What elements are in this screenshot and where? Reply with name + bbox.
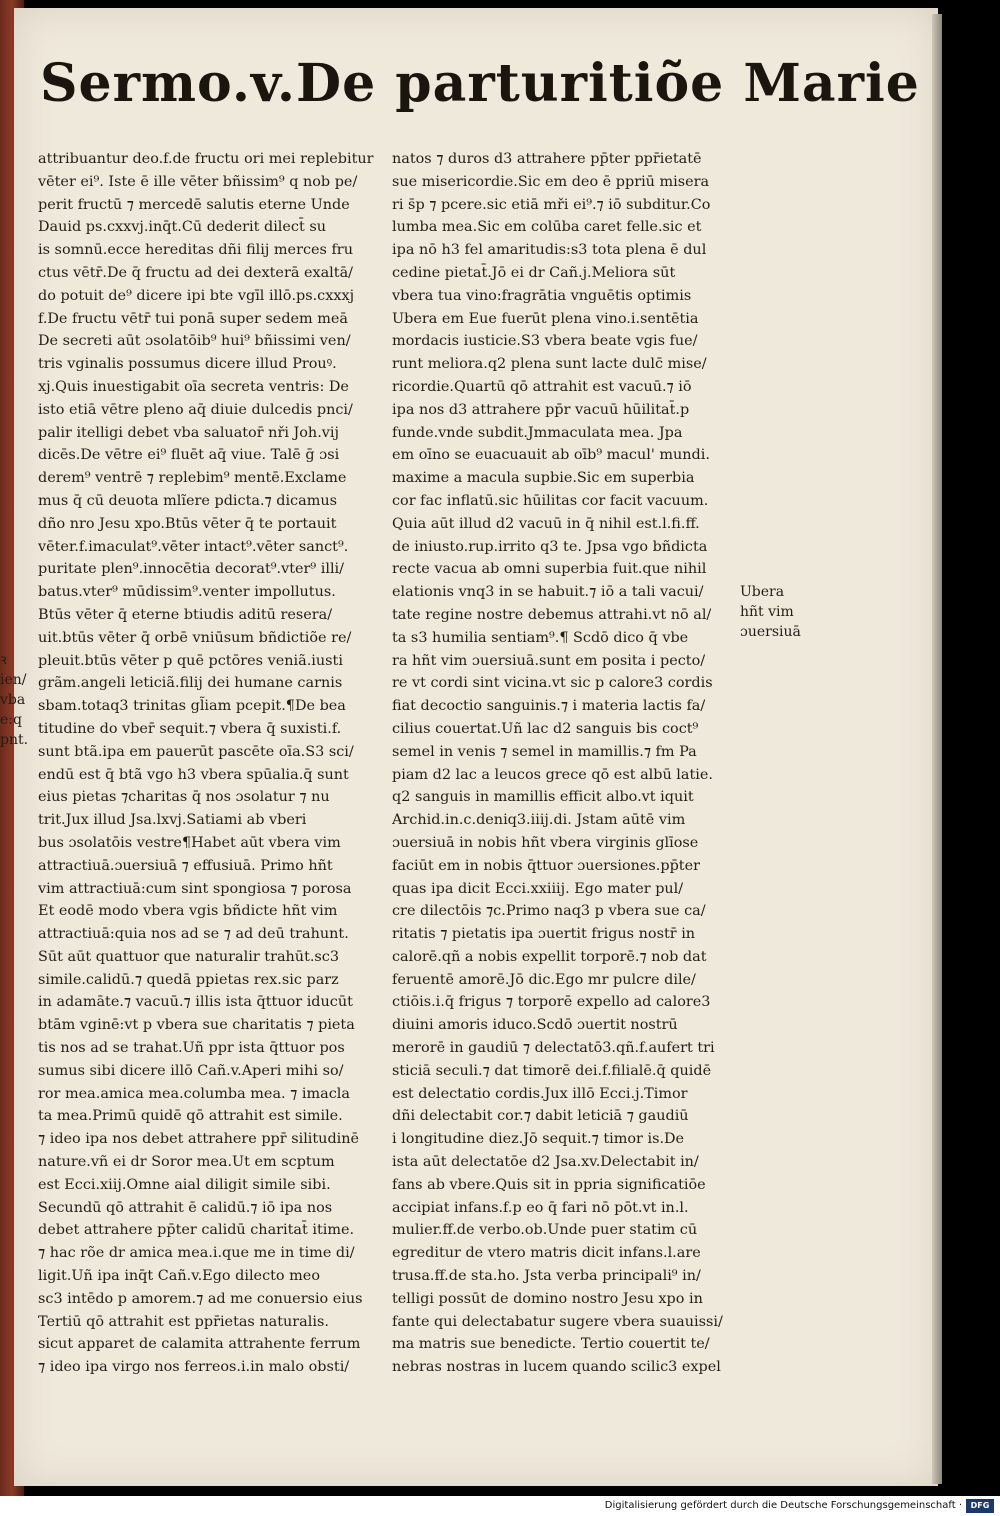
text-line: em oīno se euacuauit ab oīb⁹ macul' mundi. [392,447,710,464]
text-line: attractiuā.ɔuersiuā ⁊ effusiuā. Primo hñt [38,857,333,874]
text-line: sue misericordie.Sic em deo ē ppriū misera [392,173,710,190]
text-line: lumba mea.Sic em colūba caret felle.sic et [392,219,702,236]
text-line: nature.vñ ei dr Soror mea.Ut em scptum [38,1154,335,1171]
margin-note-line: ɔuersiuā [740,624,801,640]
text-line: Secundū qō attrahit ē calidū.⁊ iō ipa nos [38,1199,333,1216]
text-line: ror mea.amica mea.columba mea. ⁊ imacla [38,1085,350,1102]
text-line: trit.Jux illud Jsa.lxvj.Satiami ab vberi [38,812,307,829]
left-margin-note [0,650,36,750]
text-line: Tertiū qō attrahit est ppr̄ietas naturalis. [38,1313,329,1330]
text-line: perit fructū ⁊ mercedē salutis eterne Unde [38,196,350,213]
text-line: in adamāte.⁊ vacuū.⁊ illis ista q̄ttuor iducūt [38,994,353,1011]
margin-note-line: vba [0,692,26,708]
text-line: mulier.ff.de verbo.ob.Unde puer statim cū [392,1222,698,1239]
page-heading: Sermo.v.De parturitiõe Marie [40,53,920,114]
right-margin-note [740,582,820,642]
text-line: Et eodē modo vbera vgis bñdicte hñt vim [38,903,338,920]
text-line: ɔuersiuā in nobis hñt vbera virginis glīose [392,834,699,851]
text-line: Quia aūt illud d2 vacuū in q̄ nihil est.l.fi.ff. [392,515,700,532]
text-line: puritate plen⁹.innocētia decorat⁹.vter⁹ illi/ [38,561,345,578]
text-line: elationis vnq3 in se habuit.⁊ iō a tali vacui/ [392,584,704,601]
text-line: egreditur de vtero matris dicit infans.l.are [392,1245,701,1262]
text-line: mordacis iusticie.S3 vbera beate vgis fue/ [392,333,698,350]
text-line: titudine do vber̄ sequit.⁊ vbera q̄ suxisti.f. [38,720,342,737]
text-line: do potuit de⁹ dicere ipi bte vgīl illō.ps.cxxxj [38,287,355,304]
text-line: Ubera em Eue fuerūt plena vino.i.sentētia [392,310,699,327]
text-line: bus ɔsolatōis vestre¶Habet aūt vbera vim [38,834,341,851]
text-line: tis nos ad se trahat.Uñ ppr ista q̄ttuor pos [38,1040,345,1057]
text-line: ⁊ ideo ipa virgo nos ferreos.i.in malo obsti/ [38,1359,350,1376]
footer-bar [0,1496,1000,1516]
text-line: runt meliora.q2 plena sunt lacte dulc̄ mise/ [392,356,707,373]
text-line: ta mea.Primū quidē qō attrahit est simile. [38,1108,343,1125]
text-line: est Ecci.xiij.Omne aial diligit simile sibi. [38,1176,331,1193]
text-line: vēter.f.imaculat⁹.vēter intact⁹.vēter sanct⁹. [38,538,349,555]
text-line: calorē.qñ a nobis expellit torporē.⁊ nob dat [392,948,707,965]
text-line: dñi delectabit cor.⁊ dabit leticiā ⁊ gaudiū [392,1108,689,1125]
text-line: ⁊ ideo ipa nos debet attrahere ppr̄ silitudinē [38,1131,360,1148]
text-line: ri s̄p ⁊ pcere.sic etiā mři ei⁹.⁊ iō subditur.Co [392,196,711,213]
text-line: is somnū.ecce hereditas dñi filij merces fru [38,242,353,259]
text-line: mus q̄ cū deuota mlĩere pdicta.⁊ dicamus [38,492,337,509]
text-line: dicēs.De vētre ei⁹ fluēt aq̄ viue. Talē ḡ ɔsi [38,447,340,464]
text-line: attribuantur deo.f.de fructu ori mei replebitur [38,151,374,167]
text-line: btām vginē:vt p vbera sue charitatis ⁊ pieta [38,1017,355,1034]
text-line: f.De fructu vētr̄ tui ponā super sedem meā [38,310,349,327]
text-line: tate regine nostre debemus attrahi.vt nō al/ [392,606,712,623]
text-line: debet attrahere pp̄ter calidū charitat̄ itime. [38,1222,355,1239]
text-line: cre dilectōis ⁊c.Primo naq3 p vbera sue ca/ [392,903,706,920]
text-line: grãm.angeli leticiã.filij dei humane carnis [38,675,343,692]
text-line: cor fac inflatū.sic hūilitas cor facit vacuum. [392,492,709,509]
text-line: ta s3 humilia sentiam⁹.¶ Scdō dico q̄ vbe [392,629,689,646]
dfg-logo: DFG [966,1499,994,1513]
text-line: sticiā seculi.⁊ dat timorē dei.f.filialē.q̄ quidē [392,1062,712,1079]
text-line: ctus vētr̄.De q̄ fructu ad dei dexterā exaltā/ [38,264,353,281]
text-line: Archid.in.c.deniq3.iiij.di. Jstam aūtē vim [392,812,686,829]
text-line: eius pietas ⁊charitas q̄ nos ɔsolatur ⁊ nu [38,789,330,806]
text-line: ritatis ⁊ pietatis ipa ɔuertit frigus nostr̄ in [392,926,696,943]
text-line: palir itelligi debet vba saluator̄ nři Joh.vij [38,424,339,441]
margin-note-line: Ubera [740,584,785,600]
text-line: endū est q̄ btã vgo h3 vbera spūalia.q̄ sunt [38,766,349,783]
text-line: sumus sibi dicere illō Cañ.v.Aperi mihi so/ [38,1062,344,1079]
text-line: vim attractiuā:cum sint spongiosa ⁊ porosa [38,880,352,897]
text-line: re vt cordi sint vicina.vt sic p calore3 cordis [392,675,713,692]
text-line: ligit.Uñ ipa inq̄t Cañ.v.Ego dilecto meo [38,1268,320,1285]
text-line: sunt btã.ipa em pauerūt pascēte oīa.S3 sci/ [38,743,354,760]
text-line: Dauid ps.cxxvj.inq̄t.Cū dederit dilect̄ su [38,219,326,236]
text-line: est delectatio cordis.Jux illō Ecci.j.Timor [392,1085,688,1102]
margin-note-line: e:q [0,712,22,728]
text-line: simile.calidū.⁊ quedā ppietas rex.sic parz [38,971,339,988]
margin-note-line: ꝛ [0,652,7,668]
text-line: nebras nostras in lucem quando scilic3 expel [392,1359,721,1376]
text-line: ipa nos d3 attrahere pp̄r vacuū hūilitat̄.p [392,401,690,418]
text-line: isto etiā vētre pleno aq̄ diuie dulcedis pnci/ [38,401,353,418]
text-line: feruentē amorē.Jō dic.Ego mr pulcre dile/ [392,971,696,988]
text-line: ⁊ hac rõe dr amica mea.i.que me in time di/ [38,1245,355,1262]
text-line: piam d2 lac a leucos grece qō est albū latie. [392,766,713,783]
text-line: batus.vter⁹ mūdissim⁹.venter impollutus. [38,584,336,601]
text-line: sbam.totaq3 trinitas gl̃iam pcepit.¶De bea [38,698,346,715]
text-line: derem⁹ ventrē ⁊ replebim⁹ mentē.Exclame [38,470,347,487]
right-text-column [392,148,736,1379]
text-line: trusa.ff.de sta.ho. Jsta verba principali⁹ in/ [392,1268,701,1285]
text-line: xj.Quis inuestigabit oīa secreta ventris: De [38,378,349,395]
margin-note-line: pnt. [0,732,29,748]
text-line: dño nro Jesu xpo.Btūs vēter q̄ te portauit [38,515,337,532]
text-line: tris vginalis possumus dicere illud Prouꝰ. [38,356,337,373]
leaf-edge [932,14,942,1484]
text-line: de iniusto.rup.irrito q3 te. Jpsa vgo bñdicta [392,538,708,555]
text-line: funde.vnde subdit.Jmmaculata mea. Jpa [392,424,683,441]
text-line: recte vacua ab omni superbia fuit.que nihil [392,561,707,578]
text-line: fans ab vbere.Quis sit in ppria significatiōe [392,1176,706,1193]
text-line: cilius couertat.Uñ lac d2 sanguis bis coct⁹ [392,720,699,737]
text-line: uit.btūs vēter q̄ orbē vniūsum bñdictiõe re/ [38,629,352,646]
text-line: attractiuā:quia nos ad se ⁊ ad deū trahunt. [38,926,349,943]
text-line: Btūs vēter q̄ eterne btiudis aditū resera/ [38,606,333,623]
text-line: ctiōis.i.q̄ frigus ⁊ torporē expello ad calore3 [392,994,711,1011]
funding-credit: Digitalisierung gefördert durch die Deutsche Forschungsgemeinschaft · [604,1500,962,1511]
text-line: vēter ei⁹. Iste ē ille vēter bñissim⁹ q nob pe/ [38,173,358,190]
margin-note-line: hñt vim [740,604,794,620]
text-line: i longitudine diez.Jō sequit.⁊ timor is.De [392,1131,685,1148]
text-line: cedine pietat̄.Jō ei dr Cañ.j.Meliora sūt [392,264,676,281]
left-text-column [38,148,378,1379]
text-line: ma matris sue benedicte. Tertio couertit te/ [392,1336,710,1353]
text-line: pleuit.btūs vēter p quē pctōres veniã.iusti [38,652,343,669]
text-line: ra hñt vim ɔuersiuā.sunt em posita i pecto/ [392,652,706,669]
text-line: ipa nō h3 fel amaritudis:s3 tota plena ē dul [392,242,707,259]
text-line: accipiat infans.f.p eo q̄ fari nō pōt.vt in.l. [392,1199,689,1216]
text-line: De secreti aūt ɔsolatōib⁹ hui⁹ bñissimi ven/ [38,333,351,350]
text-line: semel in venis ⁊ semel in mamillis.⁊ fm Pa [392,743,697,760]
text-line: merorē in gaudiū ⁊ delectatō3.qñ.f.aufert tri [392,1040,715,1057]
text-line: fiat decoctio sanguinis.⁊ i materia lactis fa/ [392,698,706,715]
text-line: sc3 intēdo p amorem.⁊ ad me conuersio eius [38,1290,363,1307]
text-line: vbera tua vino:fragrātia vnguētis optimis [392,287,692,304]
text-line: telligi possūt de domino nostro Jesu xpo in [392,1290,703,1307]
text-line: sicut apparet de calamita attrahente ferrum [38,1336,361,1353]
text-line: Sūt aūt quattuor que naturalir trahūt.sc3 [38,948,340,965]
text-line: faciūt em in nobis q̄ttuor ɔuersiones.pp̄ter [392,857,700,874]
text-line: ista aūt delectatōe d2 Jsa.xv.Delectabit in/ [392,1154,699,1171]
text-line: q2 sanguis in mamillis efficit albo.vt iquit [392,789,694,806]
text-line: diuini amoris iduco.Scdō ɔuertit nostrū [392,1017,678,1034]
text-line: maxime a macula supbie.Sic em superbia [392,470,695,487]
text-line: ricordie.Quartū qō attrahit est vacuū.⁊ iō [392,378,692,395]
margin-note-line: ien/ [0,672,27,688]
text-line: natos ⁊ duros d3 attrahere pp̄ter ppr̄ietatē [392,151,702,167]
text-line: fante qui delectabatur sugere vbera suauissi/ [392,1313,723,1330]
text-line: quas ipa dicit Ecci.xxiiij. Ego mater pul/ [392,880,684,897]
